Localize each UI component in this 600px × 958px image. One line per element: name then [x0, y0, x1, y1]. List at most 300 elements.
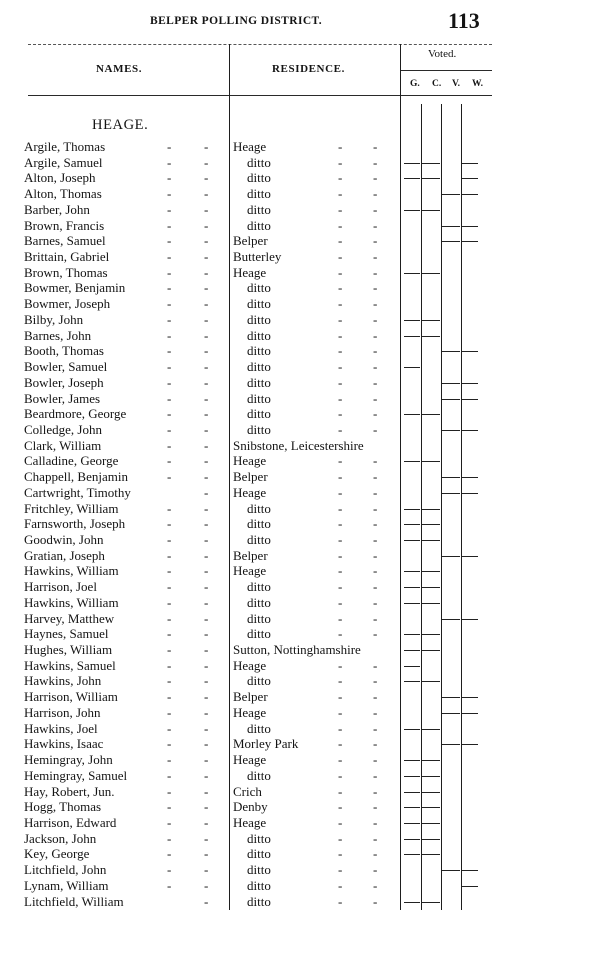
voter-residence: Heage: [233, 704, 267, 720]
leader-dash: -: [338, 626, 343, 642]
voter-name: Barnes, John: [24, 327, 92, 343]
leader-dash: -: [373, 893, 378, 909]
voter-name: Argile, Thomas: [24, 139, 106, 154]
leader-dash: -: [338, 217, 343, 233]
voter-name: Clark, William: [24, 437, 102, 453]
vote-mark: [462, 477, 478, 478]
leader-dash: -: [373, 720, 378, 736]
leader-dash: -: [373, 154, 378, 170]
voter-name: Brown, Thomas: [24, 264, 108, 280]
column-header-voted: Voted.: [428, 48, 457, 60]
page-number: 113: [448, 8, 480, 33]
leader-dash: -: [373, 469, 378, 485]
vote-mark: [422, 760, 440, 761]
leader-dash: -: [338, 532, 343, 547]
voter-name: Bowler, Joseph: [24, 374, 104, 390]
voter-name: Bowler, James: [24, 390, 101, 406]
vote-mark: [404, 729, 420, 730]
leader-dash: -: [338, 610, 343, 626]
leader-dash: -: [167, 547, 172, 563]
voter-row: [0, 516, 600, 532]
vote-mark: [462, 351, 478, 352]
voter-name: Hawkins, William: [24, 563, 119, 579]
leader-dash: -: [338, 233, 343, 249]
vote-mark: [404, 839, 420, 840]
voter-row: [0, 532, 600, 548]
leader-dash: -: [167, 846, 172, 862]
leader-dash: -: [373, 814, 378, 830]
leader-dash: -: [373, 217, 378, 233]
leader-dash: -: [204, 280, 209, 296]
voter-residence: Crich: [233, 783, 262, 799]
leader-dash: -: [373, 500, 378, 516]
vote-mark: [442, 493, 460, 494]
leader-dash: -: [204, 594, 209, 610]
vote-mark: [404, 509, 420, 510]
leader-dash: -: [338, 280, 343, 296]
voter-name: Bilby, John: [24, 311, 84, 327]
voter-residence: ditto: [247, 311, 271, 327]
vote-mark: [462, 194, 478, 195]
voter-row: [0, 799, 600, 815]
leader-dash: -: [373, 799, 378, 815]
leader-dash: -: [204, 453, 209, 469]
voter-residence: ditto: [247, 374, 271, 390]
voter-residence: ditto: [247, 877, 271, 893]
leader-dash: -: [204, 154, 209, 170]
voter-name: Hogg, Thomas: [24, 799, 102, 815]
vote-letter-c: C.: [432, 79, 442, 89]
voter-name: Hay, Robert, Jun.: [24, 783, 115, 799]
vote-mark: [404, 634, 420, 635]
voter-row: [0, 469, 600, 485]
leader-dash: -: [167, 799, 172, 815]
voter-name: Lynam, William: [24, 877, 109, 893]
voter-name: Booth, Thomas: [24, 343, 104, 359]
vote-mark: [442, 556, 460, 557]
leader-dash: -: [338, 139, 343, 154]
voter-residence: ditto: [247, 421, 271, 437]
leader-dash: -: [204, 862, 209, 878]
leader-dash: -: [338, 752, 343, 768]
leader-dash: -: [204, 673, 209, 689]
vote-mark: [422, 336, 440, 337]
voted-subheader-rule: [400, 70, 492, 71]
vote-mark: [422, 807, 440, 808]
leader-dash: -: [167, 437, 172, 453]
leader-dash: -: [204, 437, 209, 453]
vote-mark: [442, 226, 460, 227]
leader-dash: -: [373, 547, 378, 563]
voter-row: [0, 501, 600, 517]
voter-row: [0, 485, 600, 501]
voter-residence: ditto: [247, 720, 271, 736]
voter-residence: Belper: [233, 547, 268, 563]
leader-dash: -: [167, 406, 172, 422]
voter-name: Hemingray, Samuel: [24, 767, 128, 783]
leader-dash: -: [204, 374, 209, 390]
voter-name: Harvey, Matthew: [24, 610, 115, 626]
leader-dash: -: [338, 767, 343, 783]
vote-mark: [404, 807, 420, 808]
leader-dash: -: [338, 359, 343, 375]
leader-dash: -: [373, 343, 378, 359]
vote-mark: [404, 414, 420, 415]
leader-dash: -: [338, 547, 343, 563]
vote-mark: [404, 571, 420, 572]
voter-residence: ditto: [247, 217, 271, 233]
leader-dash: -: [167, 516, 172, 532]
leader-dash: -: [338, 563, 343, 579]
voter-row: [0, 296, 600, 312]
voter-name: Cartwright, Timothy: [24, 484, 131, 500]
leader-dash: -: [167, 783, 172, 799]
leader-dash: -: [204, 343, 209, 359]
voter-row: [0, 721, 600, 737]
leader-dash: -: [338, 877, 343, 893]
leader-dash: -: [167, 390, 172, 406]
leader-dash: -: [338, 469, 343, 485]
leader-dash: -: [204, 799, 209, 815]
leader-dash: -: [204, 752, 209, 768]
leader-dash: -: [167, 249, 172, 265]
voter-residence: ditto: [247, 830, 271, 846]
page-header-title: BELPER POLLING DISTRICT.: [150, 15, 323, 27]
leader-dash: -: [373, 280, 378, 296]
voter-residence: Heage: [233, 139, 267, 154]
leader-dash: -: [167, 862, 172, 878]
leader-dash: -: [338, 311, 343, 327]
vote-mark: [462, 556, 478, 557]
leader-dash: -: [338, 736, 343, 752]
voter-name: Hughes, William: [24, 642, 113, 658]
voter-row: [0, 265, 600, 281]
leader-dash: -: [338, 657, 343, 673]
leader-dash: -: [373, 516, 378, 532]
voter-residence: ditto: [247, 579, 271, 595]
leader-dash: -: [204, 516, 209, 532]
leader-dash: -: [204, 500, 209, 516]
leader-dash: -: [167, 704, 172, 720]
leader-dash: -: [167, 626, 172, 642]
leader-dash: -: [204, 532, 209, 547]
leader-dash: -: [167, 201, 172, 217]
leader-dash: -: [167, 217, 172, 233]
leader-dash: -: [204, 610, 209, 626]
leader-dash: -: [373, 689, 378, 705]
leader-dash: -: [167, 657, 172, 673]
voter-row: [0, 406, 600, 422]
leader-dash: -: [204, 484, 209, 500]
vote-mark: [462, 399, 478, 400]
leader-dash: -: [338, 579, 343, 595]
header-top-rule: [28, 44, 492, 45]
vote-mark: [462, 241, 478, 242]
vote-mark: [422, 650, 440, 651]
vote-mark: [442, 697, 460, 698]
leader-dash: -: [373, 484, 378, 500]
vote-mark: [404, 210, 420, 211]
voter-name: Brittain, Gabriel: [24, 249, 110, 265]
leader-dash: -: [204, 626, 209, 642]
voter-name: Gratian, Joseph: [24, 547, 105, 563]
leader-dash: -: [204, 830, 209, 846]
voter-residence: ditto: [247, 846, 271, 862]
voter-residence: Heage: [233, 752, 267, 768]
vote-mark: [462, 178, 478, 179]
leader-dash: -: [204, 846, 209, 862]
leader-dash: -: [338, 406, 343, 422]
leader-dash: -: [204, 736, 209, 752]
column-header-names: NAMES.: [96, 63, 143, 75]
vote-mark: [462, 493, 478, 494]
vote-letter-g: G.: [410, 79, 420, 89]
leader-dash: -: [373, 186, 378, 202]
leader-dash: -: [373, 139, 378, 154]
leader-dash: -: [338, 170, 343, 186]
voter-name: Beardmore, George: [24, 406, 127, 422]
leader-dash: -: [373, 406, 378, 422]
leader-dash: -: [167, 532, 172, 547]
voter-row: [0, 831, 600, 847]
voter-name: Hawkins, John: [24, 673, 102, 689]
voter-row: [0, 359, 600, 375]
voter-name: Alton, Joseph: [24, 170, 96, 186]
voter-residence: ditto: [247, 862, 271, 878]
leader-dash: -: [167, 594, 172, 610]
vote-mark: [462, 713, 478, 714]
vote-mark: [422, 414, 440, 415]
voter-row: [0, 155, 600, 171]
vote-mark: [404, 681, 420, 682]
vote-mark: [442, 713, 460, 714]
vote-mark: [404, 367, 420, 368]
leader-dash: -: [373, 704, 378, 720]
leader-dash: -: [373, 532, 378, 547]
leader-dash: -: [338, 186, 343, 202]
leader-dash: -: [167, 563, 172, 579]
voter-name: Goodwin, John: [24, 532, 104, 547]
voter-name: Bowmer, Joseph: [24, 296, 111, 312]
voter-name: Farnsworth, Joseph: [24, 516, 126, 532]
leader-dash: -: [338, 421, 343, 437]
voter-residence: ditto: [247, 406, 271, 422]
leader-dash: -: [204, 311, 209, 327]
vote-mark: [462, 383, 478, 384]
leader-dash: -: [373, 201, 378, 217]
leader-dash: -: [204, 657, 209, 673]
leader-dash: -: [338, 862, 343, 878]
vote-mark: [462, 886, 478, 887]
vote-mark: [404, 666, 420, 667]
leader-dash: -: [167, 877, 172, 893]
voter-row: [0, 139, 600, 155]
leader-dash: -: [204, 547, 209, 563]
leader-dash: -: [373, 767, 378, 783]
voter-row: [0, 658, 600, 674]
vote-mark: [404, 823, 420, 824]
voter-residence: ditto: [247, 186, 271, 202]
leader-dash: -: [204, 469, 209, 485]
voter-residence: ditto: [247, 610, 271, 626]
leader-dash: -: [167, 642, 172, 658]
voter-residence: ditto: [247, 327, 271, 343]
leader-dash: -: [167, 736, 172, 752]
voter-name: Barnes, Samuel: [24, 233, 106, 249]
column-header-residence: RESIDENCE.: [272, 63, 345, 75]
leader-dash: -: [338, 154, 343, 170]
vote-mark: [442, 430, 460, 431]
voter-name: Fritchley, William: [24, 500, 119, 516]
vote-mark: [404, 320, 420, 321]
leader-dash: -: [373, 296, 378, 312]
vote-mark: [404, 760, 420, 761]
leader-dash: -: [204, 689, 209, 705]
voter-residence: Sutton, Nottinghamshire: [233, 642, 361, 658]
voter-row: [0, 548, 600, 564]
vote-mark: [442, 477, 460, 478]
vote-mark: [404, 336, 420, 337]
vote-letter-v: V.: [452, 79, 461, 89]
voter-row: [0, 375, 600, 391]
voter-name: Key, George: [24, 846, 90, 862]
leader-dash: -: [338, 296, 343, 312]
leader-dash: -: [338, 500, 343, 516]
voter-residence: Heage: [233, 814, 267, 830]
vote-mark: [422, 776, 440, 777]
section-heading: HEAGE.: [92, 117, 149, 133]
vote-mark: [462, 744, 478, 745]
vote-mark: [404, 776, 420, 777]
leader-dash: -: [373, 311, 378, 327]
leader-dash: -: [373, 453, 378, 469]
leader-dash: -: [338, 249, 343, 265]
voter-row: [0, 312, 600, 328]
voter-name: Hawkins, Samuel: [24, 657, 116, 673]
voter-residence: ditto: [247, 359, 271, 375]
leader-dash: -: [204, 421, 209, 437]
leader-dash: -: [338, 453, 343, 469]
leader-dash: -: [204, 642, 209, 658]
voter-residence: Butterley: [233, 249, 282, 265]
leader-dash: -: [338, 893, 343, 909]
voter-row: [0, 422, 600, 438]
vote-mark: [404, 603, 420, 604]
vote-mark: [404, 273, 420, 274]
leader-dash: -: [338, 594, 343, 610]
leader-dash: -: [167, 689, 172, 705]
leader-dash: -: [338, 846, 343, 862]
leader-dash: -: [167, 673, 172, 689]
leader-dash: -: [338, 327, 343, 343]
voter-residence: Heage: [233, 657, 267, 673]
vote-mark: [422, 587, 440, 588]
leader-dash: -: [167, 421, 172, 437]
voter-residence: Heage: [233, 563, 267, 579]
voter-row: [0, 563, 600, 579]
leader-dash: -: [204, 767, 209, 783]
voter-name: Calladine, George: [24, 453, 119, 469]
voter-residence: ditto: [247, 516, 271, 532]
vote-mark: [462, 870, 478, 871]
leader-dash: -: [204, 327, 209, 343]
leader-dash: -: [167, 374, 172, 390]
leader-dash: -: [167, 186, 172, 202]
leader-dash: -: [204, 170, 209, 186]
leader-dash: -: [373, 610, 378, 626]
leader-dash: -: [373, 374, 378, 390]
voter-residence: Heage: [233, 484, 267, 500]
voter-residence: ditto: [247, 343, 271, 359]
voter-residence: ditto: [247, 201, 271, 217]
leader-dash: -: [338, 673, 343, 689]
vote-mark: [404, 792, 420, 793]
vote-mark: [422, 461, 440, 462]
vote-mark: [442, 870, 460, 871]
voter-residence: Denby: [233, 799, 268, 815]
leader-dash: -: [167, 327, 172, 343]
leader-dash: -: [204, 249, 209, 265]
vote-mark: [422, 854, 440, 855]
leader-dash: -: [167, 579, 172, 595]
leader-dash: -: [373, 170, 378, 186]
leader-dash: -: [373, 877, 378, 893]
vote-mark: [422, 839, 440, 840]
voter-name: Hawkins, Joel: [24, 720, 98, 736]
vote-mark: [442, 194, 460, 195]
voter-row: [0, 862, 600, 878]
leader-dash: -: [338, 374, 343, 390]
leader-dash: -: [167, 830, 172, 846]
voter-residence: Belper: [233, 469, 268, 485]
voter-row: [0, 611, 600, 627]
voter-row: [0, 673, 600, 689]
leader-dash: -: [167, 610, 172, 626]
leader-dash: -: [204, 704, 209, 720]
vote-mark: [404, 461, 420, 462]
voter-name: Harrison, Edward: [24, 814, 117, 830]
leader-dash: -: [373, 579, 378, 595]
voter-name: Harrison, Joel: [24, 579, 97, 595]
vote-letter-w: W.: [472, 79, 484, 89]
vote-mark: [422, 163, 440, 164]
vote-mark: [422, 540, 440, 541]
leader-dash: -: [204, 217, 209, 233]
voter-row: [0, 642, 600, 658]
vote-mark: [404, 163, 420, 164]
leader-dash: -: [167, 264, 172, 280]
leader-dash: -: [204, 139, 209, 154]
leader-dash: -: [204, 186, 209, 202]
leader-dash: -: [373, 673, 378, 689]
voter-name: Barber, John: [24, 201, 90, 217]
leader-dash: -: [204, 233, 209, 249]
voter-name: Hawkins, William: [24, 594, 119, 610]
vote-mark: [422, 681, 440, 682]
voter-row: [0, 202, 600, 218]
voter-row: [0, 846, 600, 862]
leader-dash: -: [338, 720, 343, 736]
voter-row: [0, 391, 600, 407]
leader-dash: -: [338, 704, 343, 720]
voter-row: [0, 626, 600, 642]
voter-name: Bowler, Samuel: [24, 359, 108, 375]
vote-mark: [462, 430, 478, 431]
voter-row: [0, 343, 600, 359]
voter-name: Harrison, William: [24, 689, 118, 705]
vote-mark: [422, 823, 440, 824]
leader-dash: -: [373, 359, 378, 375]
